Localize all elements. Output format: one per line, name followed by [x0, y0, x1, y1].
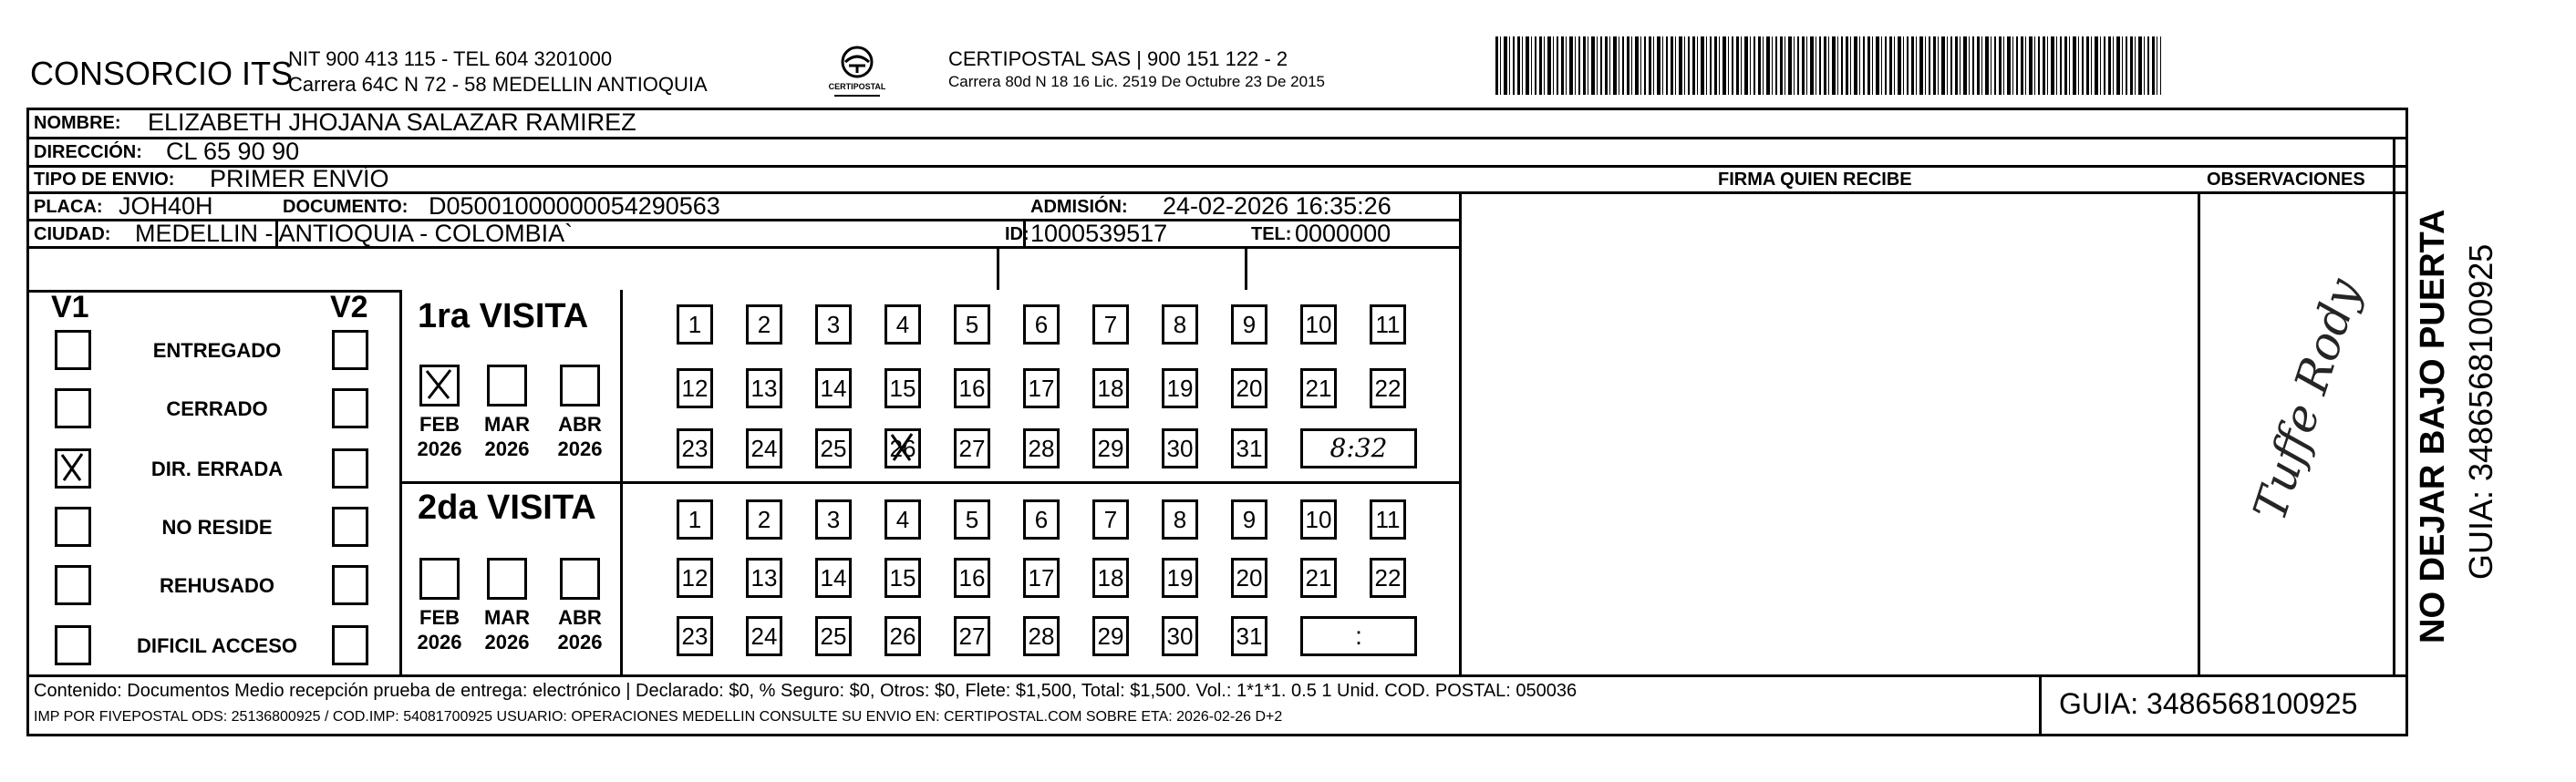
day-number: 28 — [1028, 623, 1055, 650]
day-box[interactable] — [1023, 428, 1060, 468]
day-box[interactable] — [954, 499, 990, 540]
day-box[interactable] — [1092, 368, 1129, 408]
v1-checkbox[interactable] — [55, 565, 91, 605]
day-number: 31 — [1236, 435, 1263, 462]
day-box[interactable] — [1092, 304, 1129, 345]
day-box[interactable] — [1300, 499, 1337, 540]
certipostal-logo-icon — [825, 44, 889, 104]
day-box[interactable] — [1231, 304, 1267, 345]
month-name: MAR — [483, 413, 531, 436]
day-box[interactable] — [1092, 428, 1129, 468]
option-label: CERRADO — [166, 397, 268, 420]
admision-value: 24-02-2026 16:35:26 — [1163, 192, 1391, 220]
footer-guia: GUIA: 3486568100925 — [2059, 687, 2358, 720]
day-number: 2 — [757, 506, 771, 533]
observaciones-header: OBSERVACIONES — [2207, 170, 2365, 190]
option-label: DIR. ERRADA — [150, 458, 284, 480]
v2-checkbox[interactable] — [332, 625, 368, 665]
firma-header: FIRMA QUIEN RECIBE — [1718, 170, 1912, 190]
day-box[interactable] — [677, 304, 713, 345]
day-number: 27 — [958, 435, 986, 462]
day-number: 21 — [1305, 564, 1332, 592]
day-number: 26 — [889, 435, 916, 462]
day-number: 18 — [1097, 375, 1124, 402]
day-box[interactable] — [1231, 368, 1267, 408]
option-label: DIFICIL ACCESO — [136, 634, 297, 657]
day-number: 1 — [688, 311, 702, 338]
handwritten-x-mark — [57, 451, 88, 486]
day-box[interactable] — [885, 304, 921, 345]
v1-checkbox[interactable] — [55, 388, 91, 428]
day-number: 11 — [1375, 506, 1401, 533]
day-box[interactable] — [815, 499, 852, 540]
day-box[interactable] — [1162, 428, 1198, 468]
day-box[interactable] — [746, 558, 782, 598]
day-box[interactable] — [815, 368, 852, 408]
day-number: 30 — [1166, 435, 1194, 462]
day-box[interactable] — [677, 558, 713, 598]
day-box[interactable] — [954, 616, 990, 656]
day-number: 17 — [1028, 375, 1055, 402]
day-box[interactable] — [1370, 304, 1406, 345]
day-number: 20 — [1236, 564, 1263, 592]
option-label: NO RESIDE — [161, 516, 273, 539]
day-box[interactable] — [954, 368, 990, 408]
day-number: 21 — [1305, 375, 1332, 402]
day-box[interactable] — [954, 428, 990, 468]
day-number: 12 — [681, 564, 709, 592]
barcode — [1495, 36, 2161, 95]
time-box[interactable] — [1300, 616, 1417, 656]
day-number: 22 — [1374, 375, 1402, 402]
day-box[interactable] — [815, 428, 852, 468]
day-box[interactable] — [677, 368, 713, 408]
day-box[interactable] — [677, 499, 713, 540]
day-number: 19 — [1166, 564, 1194, 592]
day-box[interactable] — [1370, 499, 1406, 540]
carrier-logo — [825, 44, 889, 104]
day-box[interactable] — [885, 499, 921, 540]
svg-text:CERTIPOSTAL: CERTIPOSTAL — [828, 82, 886, 91]
day-box[interactable] — [815, 304, 852, 345]
month-year: 2026 — [417, 437, 462, 460]
option-label: REHUSADO — [160, 574, 274, 597]
day-number: 3 — [826, 311, 841, 338]
day-number: 23 — [681, 435, 709, 462]
day-number: 29 — [1097, 435, 1124, 462]
carrier-name: CERTIPOSTAL SAS | 900 151 122 - 2 — [948, 47, 1288, 70]
sender-company: CONSORCIO ITS — [30, 55, 294, 92]
day-number: 16 — [958, 564, 986, 592]
day-box[interactable] — [1231, 499, 1267, 540]
sender-nit: NIT 900 413 115 - TEL 604 3201000 — [288, 47, 613, 70]
month-checkbox[interactable] — [487, 365, 527, 406]
day-number: 10 — [1305, 506, 1332, 533]
day-number: 7 — [1103, 311, 1118, 338]
day-number: 18 — [1097, 564, 1124, 592]
day-number: 25 — [820, 435, 847, 462]
direccion-value: CL 65 90 90 — [166, 138, 300, 165]
day-box[interactable] — [954, 558, 990, 598]
ciudad-label: CIUDAD: — [34, 224, 111, 244]
tipo-value: PRIMER ENVÍO — [210, 165, 389, 192]
day-box[interactable] — [1300, 304, 1337, 345]
handwritten-x-mark — [887, 431, 918, 466]
month-checkbox[interactable] — [487, 558, 527, 600]
day-number: 22 — [1374, 564, 1402, 592]
day-number: 26 — [889, 623, 916, 650]
day-box[interactable] — [1162, 368, 1198, 408]
day-box[interactable] — [746, 304, 782, 345]
handwritten-note: Tuffe Rody — [2243, 272, 2371, 527]
handwritten-x-mark — [422, 367, 457, 404]
day-box[interactable] — [885, 558, 921, 598]
month-label — [475, 412, 539, 461]
day-number: 9 — [1242, 506, 1257, 533]
day-box[interactable] — [1092, 558, 1129, 598]
footer-imp: IMP POR FIVEPOSTAL ODS: 25136800925 / COD.IMP: 54081700925 USUARIO: OPERACIONES MEDELLIN CONSULTE SU ENVIO EN: CERTIPOSTAL.COM SOBRE ETA: 2026-02-26 D+2 — [34, 709, 1283, 725]
sender-address: Carrera 64C N 72 - 58 MEDELLIN ANTIOQUIA — [288, 73, 708, 96]
ciudad-value: MEDELLIN - ANTIOQUIA - COLOMBIA` — [135, 220, 574, 247]
day-box[interactable] — [1023, 304, 1060, 345]
day-box[interactable] — [1231, 428, 1267, 468]
day-number: 24 — [750, 623, 778, 650]
day-number: 7 — [1103, 506, 1118, 533]
v1-checkbox[interactable] — [55, 330, 91, 370]
nombre-value: ELIZABETH JHOJANA SALAZAR RAMIREZ — [148, 108, 636, 136]
v1-checkbox[interactable] — [55, 507, 91, 547]
day-box[interactable] — [954, 304, 990, 345]
day-number: 2 — [757, 311, 771, 338]
day-box[interactable] — [1162, 304, 1198, 345]
day-box[interactable] — [746, 428, 782, 468]
day-box[interactable] — [1023, 499, 1060, 540]
day-box[interactable] — [1162, 558, 1198, 598]
day-number: 13 — [750, 375, 778, 402]
day-number: 8 — [1173, 506, 1187, 533]
day-box[interactable] — [1231, 616, 1267, 656]
day-number: 25 — [820, 623, 847, 650]
day-number: 5 — [965, 506, 979, 533]
month-label — [408, 412, 471, 461]
day-box[interactable] — [815, 616, 852, 656]
day-number: 13 — [750, 564, 778, 592]
v2-header: V2 — [330, 290, 368, 324]
month-name: FEB — [419, 413, 460, 436]
placa-label: PLACA: — [34, 197, 103, 217]
id-value: 1000539517 — [1030, 220, 1168, 247]
day-box[interactable] — [1162, 499, 1198, 540]
day-box[interactable] — [1370, 558, 1406, 598]
month-name: FEB — [419, 606, 460, 629]
day-number: 12 — [681, 375, 709, 402]
month-checkbox[interactable] — [419, 558, 460, 600]
documento-label: DOCUMENTO: — [283, 197, 409, 217]
day-number: 17 — [1028, 564, 1055, 592]
option-label: ENTREGADO — [152, 339, 282, 362]
v2-checkbox[interactable] — [332, 330, 368, 370]
day-box[interactable] — [677, 616, 713, 656]
day-number: 16 — [958, 375, 986, 402]
first-visit-title: 1ra VISITA — [418, 297, 589, 335]
day-number: 11 — [1375, 311, 1401, 338]
carrier-address: Carrera 80d N 18 16 Lic. 2519 De Octubre 23 De 2015 — [948, 73, 1325, 90]
v2-checkbox[interactable] — [332, 507, 368, 547]
day-number: 5 — [965, 311, 979, 338]
side-guia: GUIA: 3486568100925 — [2462, 243, 2499, 580]
day-number: 28 — [1028, 435, 1055, 462]
day-box[interactable] — [1023, 368, 1060, 408]
month-label — [548, 605, 612, 654]
month-year: 2026 — [557, 631, 603, 653]
day-number: 30 — [1166, 623, 1194, 650]
month-checkbox[interactable] — [419, 365, 460, 406]
day-box[interactable] — [1092, 499, 1129, 540]
time-box[interactable] — [1300, 428, 1417, 468]
footer-contenido: Contenido: Documentos Medio recepción prueba de entrega: electrónico | Declarado: $0, % Seguro: $0, Otros: $0, Flete: $1,500, Total: $1,500. Vol.: 1*1*1. 0.5 1 Unid. COD. POSTAL: 050036 — [34, 681, 1578, 701]
side-no-dejar: NO DEJAR BAJO PUERTA — [2414, 209, 2452, 643]
tipo-label: TIPO DE ENVIO: — [34, 170, 175, 190]
day-number: 23 — [681, 623, 709, 650]
tel-label: TEL: — [1251, 224, 1292, 244]
month-name: ABR — [558, 413, 602, 436]
day-number: 4 — [895, 506, 910, 533]
day-box[interactable] — [1370, 368, 1406, 408]
month-name: ABR — [558, 606, 602, 629]
direccion-label: DIRECCIÓN: — [34, 142, 142, 162]
day-box[interactable] — [885, 616, 921, 656]
day-box[interactable] — [1162, 616, 1198, 656]
month-year: 2026 — [557, 437, 603, 460]
day-box[interactable] — [1092, 616, 1129, 656]
month-label — [548, 412, 612, 461]
day-box[interactable] — [1023, 616, 1060, 656]
day-box[interactable] — [1300, 368, 1337, 408]
month-year: 2026 — [484, 437, 530, 460]
documento-value: D05001000000054290563 — [429, 192, 720, 220]
month-checkbox[interactable] — [560, 558, 600, 600]
day-number: 6 — [1034, 311, 1049, 338]
day-number: 14 — [820, 375, 847, 402]
day-number: 3 — [826, 506, 841, 533]
month-label — [408, 605, 471, 654]
day-number: 31 — [1236, 623, 1263, 650]
day-number: 19 — [1166, 375, 1194, 402]
day-box[interactable] — [815, 558, 852, 598]
second-visit-title: 2da VISITA — [418, 489, 596, 527]
month-label — [475, 605, 539, 654]
visit-time: : — [1355, 622, 1362, 650]
nombre-label: NOMBRE: — [34, 113, 121, 133]
id-label: ID: — [1005, 224, 1029, 244]
day-number: 15 — [889, 564, 916, 592]
day-number: 4 — [895, 311, 910, 338]
day-number: 27 — [958, 623, 986, 650]
day-box[interactable] — [1300, 558, 1337, 598]
day-number: 10 — [1305, 311, 1332, 338]
day-number: 20 — [1236, 375, 1263, 402]
day-box[interactable] — [885, 368, 921, 408]
month-year: 2026 — [484, 631, 530, 653]
placa-value: JOH40H — [119, 192, 213, 220]
v1-header: V1 — [51, 290, 89, 324]
day-box[interactable] — [746, 616, 782, 656]
month-checkbox[interactable] — [560, 365, 600, 406]
admision-label: ADMISIÓN: — [1030, 197, 1128, 217]
v2-checkbox[interactable] — [332, 565, 368, 605]
day-box[interactable] — [1231, 558, 1267, 598]
v1-checkbox[interactable] — [55, 448, 91, 489]
day-box[interactable] — [1023, 558, 1060, 598]
v2-checkbox[interactable] — [332, 388, 368, 428]
v2-checkbox[interactable] — [332, 448, 368, 489]
v1-checkbox[interactable] — [55, 625, 91, 665]
day-box[interactable] — [885, 428, 921, 468]
month-year: 2026 — [417, 631, 462, 653]
day-number: 9 — [1242, 311, 1257, 338]
day-box[interactable] — [677, 428, 713, 468]
day-number: 15 — [889, 375, 916, 402]
month-name: MAR — [483, 606, 531, 629]
day-box[interactable] — [746, 368, 782, 408]
day-number: 24 — [750, 435, 778, 462]
tel-value: 0000000 — [1295, 220, 1391, 247]
day-box[interactable] — [746, 499, 782, 540]
day-number: 29 — [1097, 623, 1124, 650]
day-number: 14 — [820, 564, 847, 592]
day-number: 1 — [688, 506, 702, 533]
day-number: 6 — [1034, 506, 1049, 533]
day-number: 8 — [1173, 311, 1187, 338]
visit-time: 8:32 — [1329, 433, 1388, 463]
